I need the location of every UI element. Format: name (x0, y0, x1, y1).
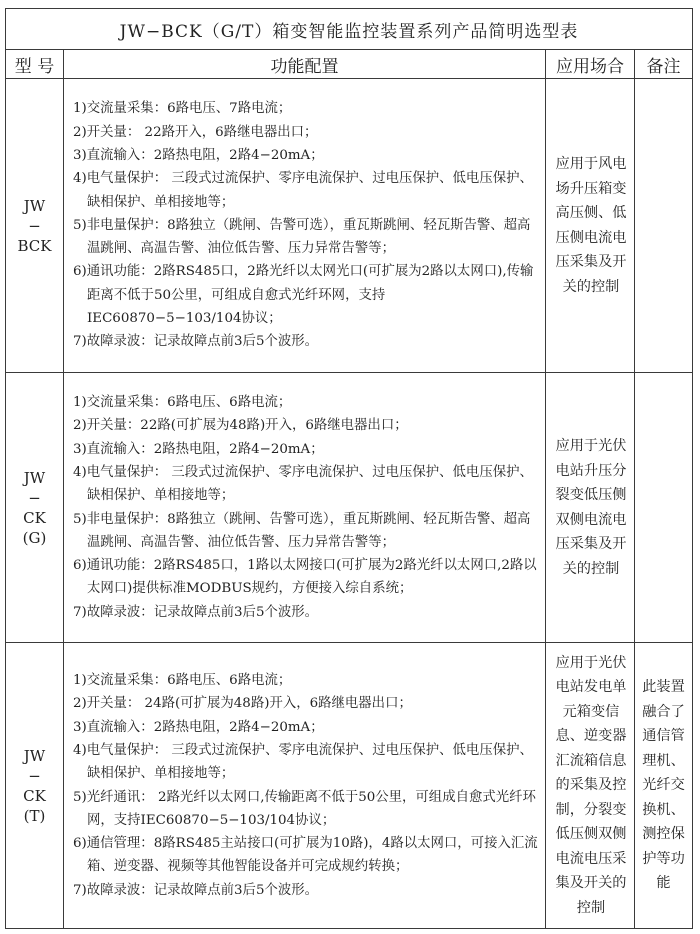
application-cell: 应用于光伏电站发电单元箱变信息、逆变器汇流箱信息的采集及控制，分裂变低压侧双侧电流电压采集及开关的控制 (546, 643, 635, 929)
application-cell: 应用于风电场升压箱变高压侧、低压侧电流电压采集及开关的控制 (546, 79, 635, 373)
feature-line: 5)非电量保护：8路独立（跳闸、告警可选），重瓦斯跳闸、轻瓦斯告警、超高温跳闸、高温告警、油位低告警、压力异常告警等； (73, 217, 531, 257)
feature-line: 3)直流输入：2路热电阻，2路4−20mA； (73, 441, 324, 457)
model-part: (T) (23, 806, 46, 825)
model-cell (6, 79, 64, 373)
feature-line: 6)通讯功能：2路RS485口，2路光纤以太网光口(可扩展为2路以太网口),传输距离不低于50公里，可组成自愈式光纤环网，支持IEC60870−5−103/104协议； (73, 264, 534, 327)
feature-line: 5)光纤通讯： 2路光纤以太网口,传输距离不低于50公里，可组成自愈式光纤环网，支持IEC60870−5−103/104协议； (73, 789, 536, 828)
header-features: 功能配置 (64, 50, 546, 79)
feature-line: 2)开关量：22路(可扩展为48路)开入，6路继电器出口； (73, 418, 408, 434)
feature-line: 1)交流量采集：6路电压、6路电流； (73, 395, 292, 411)
model-part: JW (23, 468, 46, 487)
header-row (6, 50, 693, 79)
model-cell (6, 643, 64, 929)
selection-table (5, 8, 693, 929)
model-cell (6, 373, 64, 643)
model-part: CK (23, 508, 46, 527)
features-cell (64, 373, 546, 643)
title-row (6, 9, 693, 50)
model-part: − (28, 488, 41, 507)
table-row (6, 643, 693, 929)
features-cell (64, 79, 546, 373)
feature-line: 4)电气量保护： 三段式过流保护、零序电流保护、过电压保护、低电压保护、缺相保护、单相接地等； (73, 171, 533, 210)
model-part: CK (23, 786, 46, 805)
application-cell: 应用于光伏电站升压分裂变低压侧双侧电流电压采集及开关的控制 (546, 373, 635, 643)
model-part: (G) (22, 528, 47, 547)
feature-line: 6)通讯功能：2路RS485口，1路以太网接口(可扩展为2路光纤以太网口,2路以太网口)提供标准MODBUS规约，方便接入综自系统； (73, 558, 537, 597)
notes-cell (635, 79, 693, 373)
feature-line: 4)电气量保护： 三段式过流保护、零序电流保护、过电压保护、低电压保护、缺相保护、单相接地等； (73, 464, 533, 504)
feature-line: 2)开关量： 22路开入，6路继电器出口； (73, 124, 318, 140)
table-row (6, 373, 693, 643)
notes-cell (635, 373, 693, 643)
header-notes: 备注 (635, 50, 693, 79)
feature-line: 2)开关量： 24路(可扩展为48路)开入，6路继电器出口； (73, 696, 412, 712)
notes-cell: 此装置融合了通信管理机、光纤交换机、测控保护等功能 (635, 643, 693, 929)
feature-line: 7)故障录波：记录故障点前3后5个波形。 (73, 604, 319, 620)
feature-line: 1)交流量采集：6路电压、7路电流； (73, 101, 292, 117)
model-part: JW (23, 746, 46, 765)
feature-line: 6)通信管理：8路RS485主站接口(可扩展为10路)，4路以太网口，可接入汇流箱、逆变器、视频等其他智能设备并可完成规约转换； (73, 836, 538, 875)
feature-line: 7)故障录波：记录故障点前3后5个波形。 (73, 334, 319, 350)
features-cell (64, 643, 546, 929)
feature-line: 7)故障录波：记录故障点前3后5个波形。 (73, 882, 319, 898)
feature-line: 3)直流输入：2路热电阻，2路4−20mA； (73, 719, 324, 735)
model-part: BCK (17, 236, 52, 255)
model-part: − (28, 216, 41, 235)
table-row (6, 79, 693, 373)
model-part: JW (23, 196, 46, 215)
model-part: − (28, 766, 41, 785)
feature-line: 3)直流输入：2路热电阻，2路4−20mA； (73, 147, 324, 163)
header-application: 应用场合 (546, 50, 635, 79)
feature-line: 1)交流量采集：6路电压、6路电流； (73, 673, 292, 689)
table-title: JW−BCK（G/T）箱变智能监控装置系列产品简明选型表 (6, 9, 693, 50)
feature-line: 5)非电量保护：8路独立（跳闸、告警可选），重瓦斯跳闸、轻瓦斯告警、超高温跳闸、高温告警、油位低告警、压力异常告警等； (73, 511, 531, 550)
feature-line: 4)电气量保护： 三段式过流保护、零序电流保护、过电压保护、低电压保护、缺相保护、单相接地等； (73, 742, 533, 782)
header-model: 型 号 (6, 50, 64, 79)
